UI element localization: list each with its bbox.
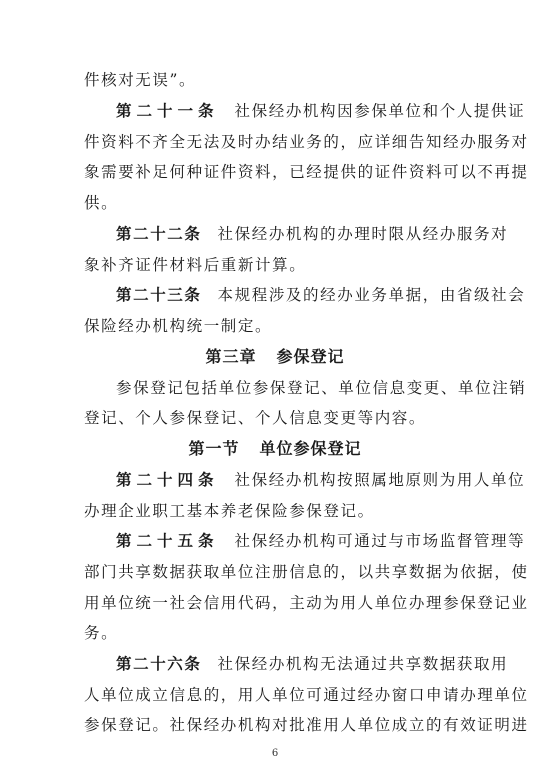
article-text: 社保经办机构可通过与市场监督管理等 [234, 532, 526, 550]
page-number: 6 [271, 748, 279, 759]
paragraph-line: 保险经办机构统一制定。 [84, 317, 273, 335]
article-22-first-line [116, 224, 509, 244]
article-label: 第二十四条 [116, 471, 219, 489]
paragraph-line: 件资料不齐全无法及时办结业务的，应详细告知经办服务对 [84, 133, 529, 151]
paragraph-line: 部门共享数据获取单位注册信息的，以共享数据为依据，使 [84, 563, 529, 581]
paragraph-line: 象补齐证件材料后重新计算。 [84, 256, 307, 274]
article-25-first-line [116, 531, 526, 551]
article-text: 本规程涉及的经办业务单据，由省级社会 [217, 286, 526, 304]
chapter-heading [0, 347, 550, 367]
article-text: 社保经办机构无法通过共享数据获取用 [217, 655, 509, 673]
section-number: 第一节 [188, 439, 240, 458]
article-21-first-line [116, 101, 526, 121]
paragraph-line: 供。 [84, 194, 119, 212]
section-heading [0, 439, 550, 459]
paragraph-line: 参保登记。社保经办机构对批准用人单位成立的有效证明进 [84, 716, 529, 734]
paragraph-line: 人单位成立信息的，用人单位可通过经办窗口申请办理单位 [84, 686, 529, 704]
paragraph-line: 务。 [84, 624, 119, 642]
chapter-number: 第三章 [205, 347, 257, 366]
article-label: 第二十一条 [116, 102, 219, 120]
paragraph-line: 办理企业职工基本养老保险参保登记。 [84, 502, 375, 520]
article-label: 第二十五条 [116, 532, 219, 550]
paragraph-line: 登记、个人参保登记、个人信息变更等内容。 [84, 409, 427, 427]
article-24-first-line [116, 470, 526, 490]
article-text: 社保经办机构的办理时限从经办服务对 [217, 225, 509, 243]
section-title: 单位参保登记 [259, 439, 362, 458]
article-label: 第二十二条 [116, 225, 202, 243]
paragraph-line: 用单位统一社会信用代码，主动为用人单位办理参保登记业 [84, 594, 529, 612]
chapter-title: 参保登记 [276, 347, 345, 366]
article-26-first-line [116, 654, 509, 674]
paragraph-line: 参保登记包括单位参保登记、单位信息变更、单位注销 [116, 379, 527, 397]
article-text: 社保经办机构按照属地原则为用人单位 [234, 471, 526, 489]
paragraph-line: 件核对无误”。 [84, 71, 197, 89]
paragraph-line: 象需要补足何种证件资料，已经提供的证件资料可以不再提 [84, 163, 529, 181]
article-label: 第二十三条 [116, 286, 202, 304]
article-label: 第二十六条 [116, 655, 202, 673]
article-text: 社保经办机构因参保单位和个人提供证 [234, 102, 526, 120]
article-23-first-line [116, 285, 526, 305]
